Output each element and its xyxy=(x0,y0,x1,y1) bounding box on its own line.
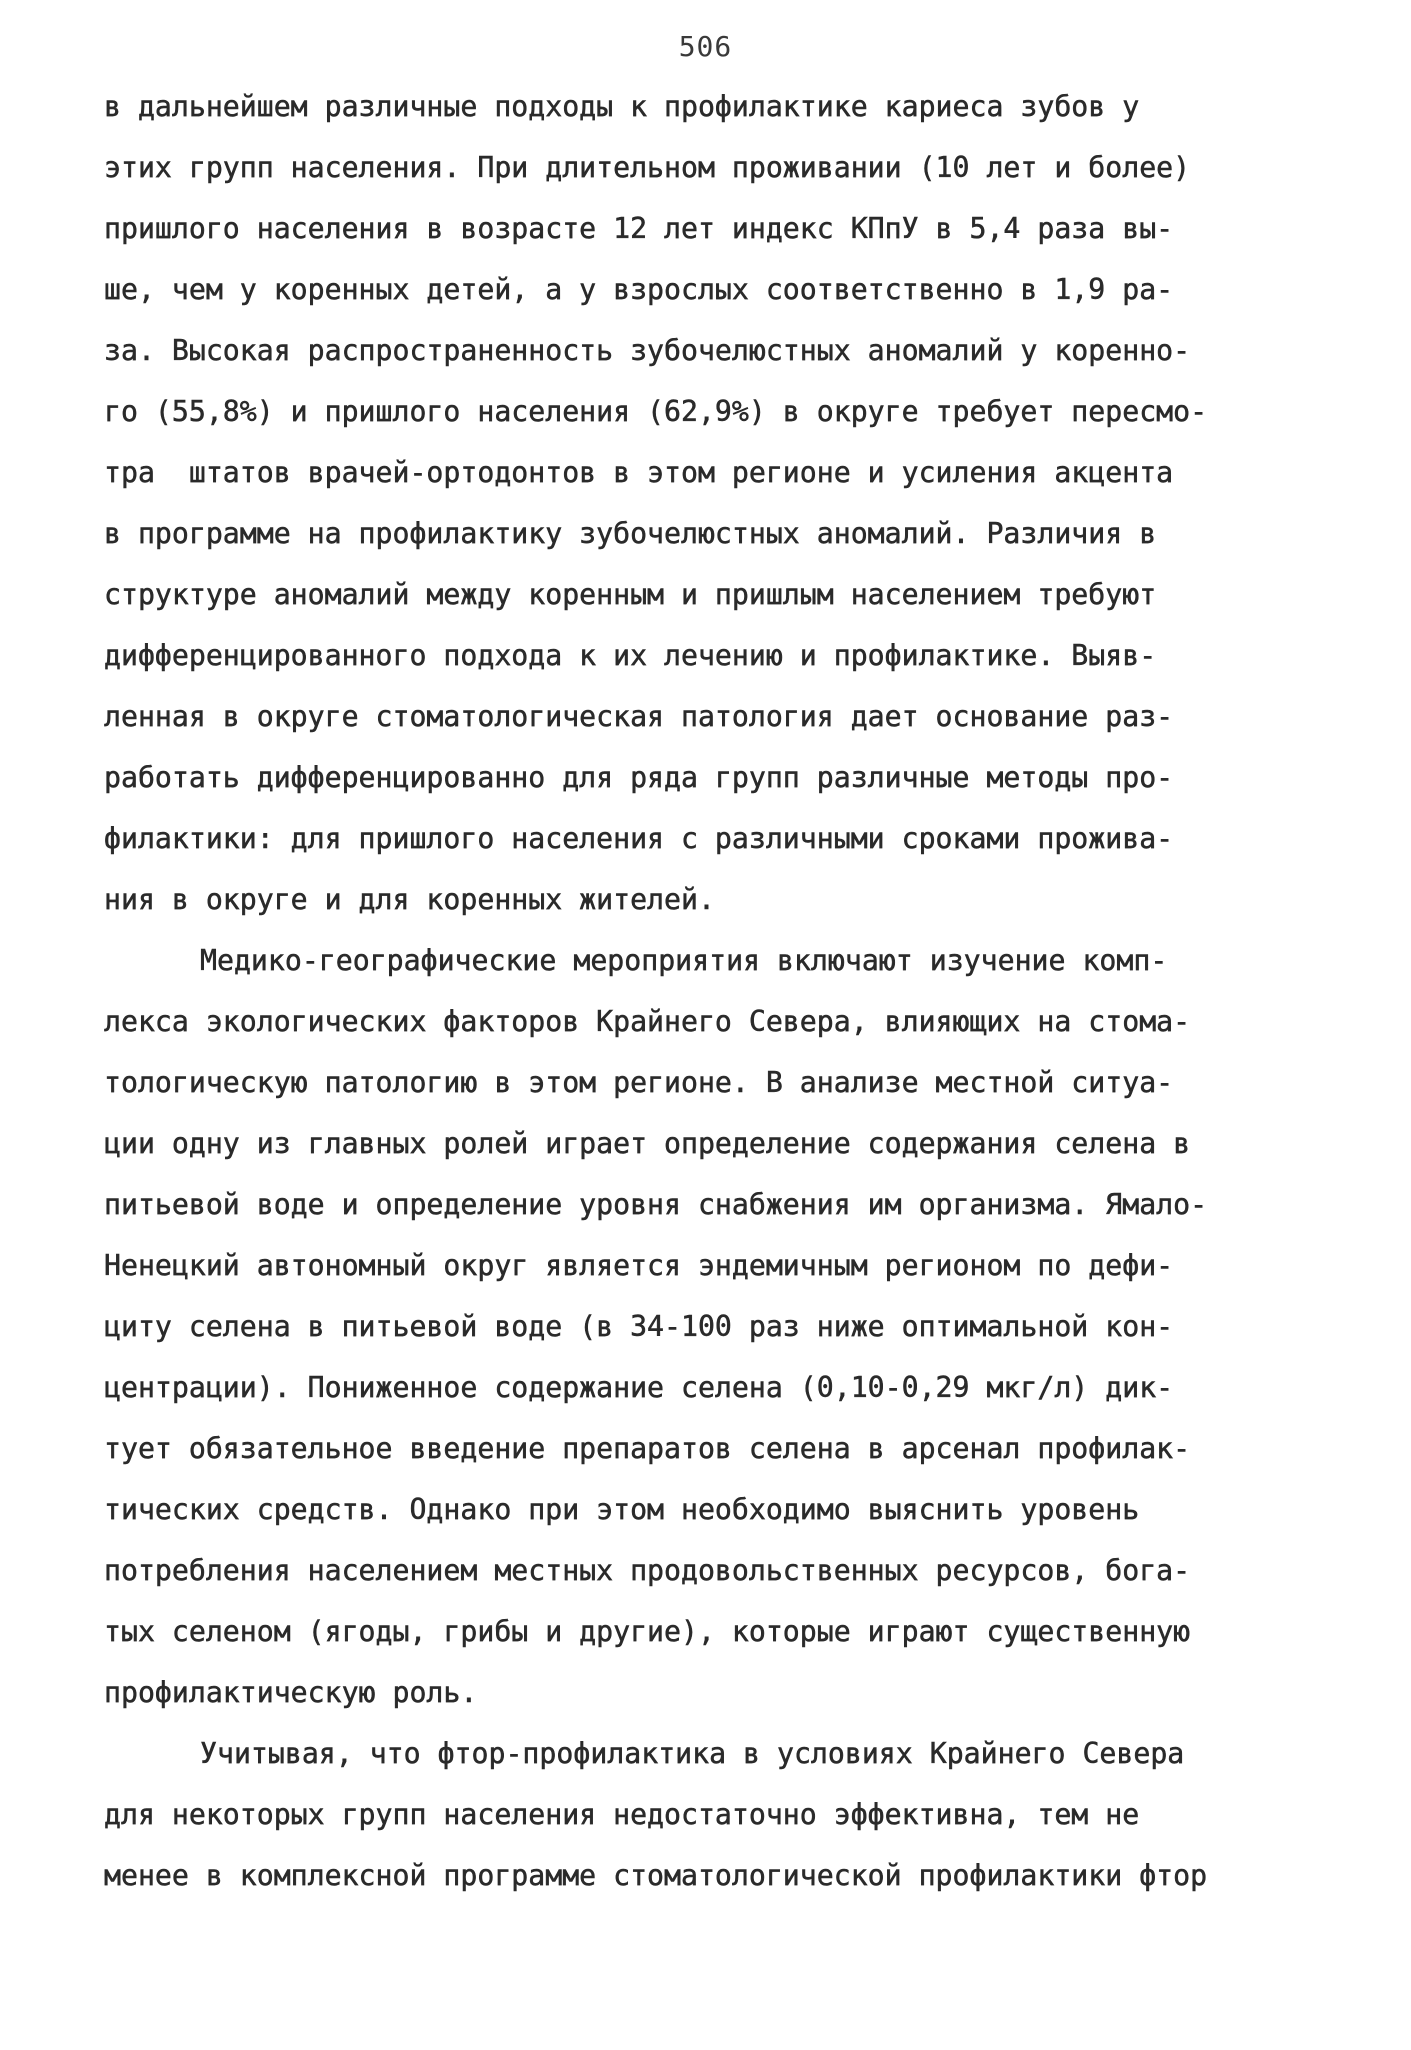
text-line: го (55,8%) и пришлого населения (62,9%) в округе требует пересмо- xyxy=(104,395,1208,428)
text-line: пришлого населения в возрасте 12 лет индекс КПпУ в 5,4 раза вы- xyxy=(104,212,1174,245)
text-line: для некоторых групп населения недостаточно эффективна, тем не xyxy=(104,1798,1140,1831)
text-line: Медико-географические мероприятия включают изучение комп- xyxy=(200,944,1168,977)
text-line: менее в комплексной программе стоматологической профилактики фтор xyxy=(104,1859,1208,1892)
text-line: тологическую патологию в этом регионе. В анализе местной ситуа- xyxy=(104,1066,1174,1099)
text-line: Ненецкий автономный округ является эндемичным регионом по дефи- xyxy=(104,1249,1174,1282)
text-body xyxy=(104,76,1328,1906)
text-line: дифференцированного подхода к их лечению и профилактике. Выяв- xyxy=(104,639,1157,672)
paragraph xyxy=(104,1723,1328,1906)
text-line: ния в округе и для коренных жителей. xyxy=(104,883,715,916)
text-line: этих групп населения. При длительном проживании (10 лет и более) xyxy=(104,151,1191,184)
text-line: филактики: для пришлого населения с различными сроками прожива- xyxy=(104,822,1174,855)
text-line: за. Высокая распространенность зубочелюстных аномалий у коренно- xyxy=(104,334,1191,367)
text-line: Учитывая, что фтор-профилактика в условиях Крайнего Севера xyxy=(200,1737,1185,1770)
text-line: тических средств. Однако при этом необходимо выяснить уровень xyxy=(104,1493,1140,1526)
text-line: ленная в округе стоматологическая патология дает основание раз- xyxy=(104,700,1174,733)
text-line: питьевой воде и определение уровня снабжения им организма. Ямало- xyxy=(104,1188,1208,1221)
text-line: циту селена в питьевой воде (в 34-100 раз ниже оптимальной кон- xyxy=(104,1310,1174,1343)
page-number: 506 xyxy=(678,30,733,63)
text-line: потребления населением местных продовольственных ресурсов, бога- xyxy=(104,1554,1191,1587)
text-line: структуре аномалий между коренным и пришлым населением требуют xyxy=(104,578,1157,611)
text-line: тра штатов врачей-ортодонтов в этом регионе и усиления акцента xyxy=(104,456,1174,489)
text-line: центрации). Пониженное содержание селена (0,10-0,29 мкг/л) дик- xyxy=(104,1371,1174,1404)
text-line: в программе на профилактику зубочелюстных аномалий. Различия в xyxy=(104,517,1157,550)
text-line: тует обязательное введение препаратов селена в арсенал профилак- xyxy=(104,1432,1191,1465)
paragraph xyxy=(104,930,1328,1723)
text-line: лекса экологических факторов Крайнего Севера, влияющих на стома- xyxy=(104,1005,1191,1038)
text-line: работать дифференцированно для ряда групп различные методы про- xyxy=(104,761,1174,794)
text-line: профилактическую роль. xyxy=(104,1676,478,1709)
paragraph xyxy=(104,76,1328,930)
text-line: ции одну из главных ролей играет определение содержания селена в xyxy=(104,1127,1191,1160)
text-line: в дальнейшем различные подходы к профилактике кариеса зубов у xyxy=(104,90,1140,123)
text-line: ше, чем у коренных детей, а у взрослых соответственно в 1,9 ра- xyxy=(104,273,1174,306)
text-line: тых селеном (ягоды, грибы и другие), которые играют существенную xyxy=(104,1615,1191,1648)
